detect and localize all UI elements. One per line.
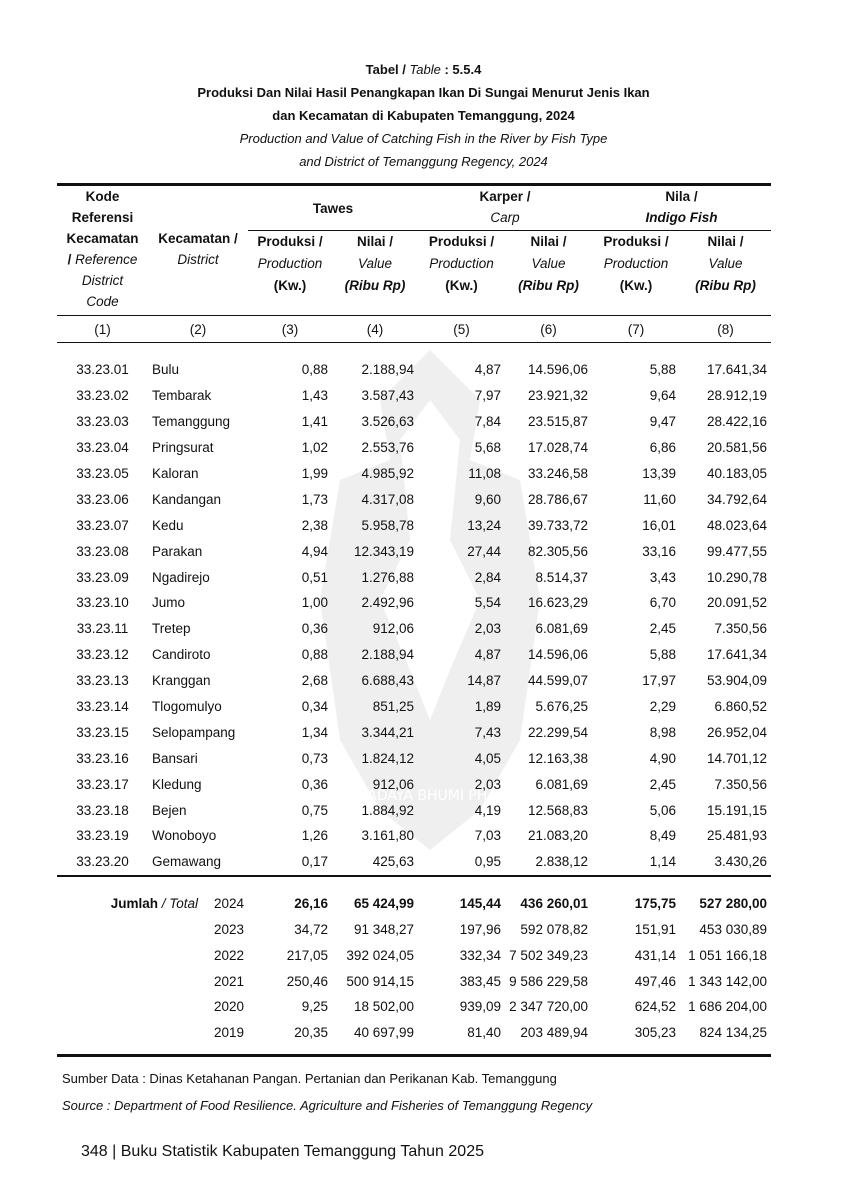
value-cell: 0,51 [301,569,328,585]
total-label-cell [57,968,248,994]
district-code-cell: 33.23.20 [76,854,129,870]
total-value-cell: 40 697,99 [353,1025,414,1041]
header-value: Nilai / Value (Ribu Rp) [695,234,756,293]
header-production: Produksi / Production (Kw.) [257,234,323,293]
value-cell: 12.163,38 [527,750,588,766]
value-cell: 2.188,94 [361,647,414,663]
value-cell: 2,84 [474,569,501,585]
value-cell: 4,05 [474,750,501,766]
value-cell: 2,03 [474,776,501,792]
value-cell: 6.688,43 [361,673,414,689]
district-code-cell: 33.23.02 [76,388,129,404]
total-label-cell [57,917,248,943]
value-cell: 0,75 [301,802,328,818]
value-cell: 851,25 [372,699,414,715]
district-name-cell: Wonoboyo [152,828,217,844]
total-value-cell: 1 343 142,00 [688,973,767,989]
district-name-cell: Gemawang [152,854,222,870]
total-value-cell: 453 030,89 [699,922,767,937]
district-code-cell: 33.23.17 [76,776,129,792]
value-cell: 14.596,06 [527,362,588,378]
table-title [0,58,847,173]
value-cell: 2,45 [649,776,676,792]
total-value-cell: 1 051 166,18 [688,947,767,963]
value-cell: 15.191,15 [706,802,767,818]
district-name-cell: Kranggan [152,673,211,689]
total-value-cell: 431,14 [634,947,676,963]
year-label: 2023 [213,922,244,937]
value-cell: 39.733,72 [527,517,588,533]
total-value-cell: 26,16 [294,896,328,912]
value-cell: 28.786,67 [527,491,588,507]
value-cell: 11,60 [643,491,676,507]
district-code-cell: 33.23.03 [76,414,129,430]
district-name-cell: Selopampang [152,724,236,740]
value-cell: 1,43 [301,388,328,404]
value-cell: 4,90 [649,750,676,766]
district-name-cell: Candiroto [152,647,211,663]
column-number: (3) [248,316,332,343]
column-number: (5) [418,316,505,343]
value-cell: 912,06 [372,776,414,792]
total-value-cell: 527 280,00 [699,896,767,912]
value-cell: 2.492,96 [361,595,414,611]
value-cell: 8,49 [649,828,676,844]
total-value-cell: 250,46 [286,973,328,989]
title-label: Tabel / [365,62,406,77]
total-label-cell [57,891,248,917]
total-value-cell: 824 134,25 [699,1025,767,1041]
value-cell: 8,98 [649,724,676,740]
value-cell: 1.276,88 [361,569,414,585]
value-cell: 3.587,43 [361,388,414,404]
total-value-cell: 81,40 [467,1025,501,1041]
table-row [57,694,771,720]
header-production: Produksi / Production (Kw.) [428,234,495,293]
value-cell: 82.305,56 [527,543,588,559]
value-cell: 6,70 [649,595,676,611]
district-code-cell: 33.23.01 [76,362,129,378]
value-cell: 5,88 [649,647,676,663]
column-number: (4) [332,316,418,343]
value-cell: 28.422,16 [706,414,767,430]
value-cell: 912,06 [372,621,414,637]
table-row [57,486,771,512]
value-cell: 12.343,19 [353,543,414,559]
value-cell: 0,17 [301,854,328,870]
value-cell: 1.884,92 [361,802,414,818]
value-cell: 0,88 [301,362,328,378]
total-value-cell: 9,25 [301,999,328,1015]
title-number: : 5.5.4 [444,62,482,77]
value-cell: 2,03 [474,621,501,637]
total-value-cell: 383,45 [459,973,501,989]
year-label: 2024 [213,896,244,912]
total-value-cell: 151,91 [634,922,676,937]
source-note-id: Sumber Data : Dinas Ketahanan Pangan. Pertanian dan Perikanan Kab. Temanggung [62,1071,557,1086]
total-value-cell: 939,09 [459,999,501,1015]
value-cell: 40.183,05 [706,466,767,481]
total-label-en: / Total [161,896,198,912]
value-cell: 1.824,12 [361,750,414,766]
table-row [57,849,771,876]
district-code-cell: 33.23.11 [76,621,129,637]
value-cell: 14,87 [467,673,501,689]
value-cell: 1,00 [301,595,328,611]
value-cell: 1,89 [474,699,501,715]
header-tawes: Tawes [248,185,418,231]
value-cell: 2,68 [301,673,328,689]
value-cell: 4.317,08 [361,491,414,507]
value-cell: 22.299,54 [527,724,588,740]
header-value: Nilai / Value (Ribu Rp) [518,234,579,293]
total-value-cell: 91 348,27 [353,922,414,937]
source-note-en: Source : Department of Food Resilience. Agriculture and Fisheries of Temanggung Regency [62,1098,593,1113]
table-row [57,461,771,487]
district-code-cell: 33.23.06 [76,491,129,507]
value-cell: 1,26 [301,828,328,844]
value-cell: 2.188,94 [361,362,414,378]
value-cell: 13,24 [467,517,501,533]
value-cell: 17,97 [642,673,676,689]
value-cell: 7,43 [474,724,501,740]
header-production: Produksi / Production (Kw.) [603,234,669,293]
table-row [57,719,771,745]
district-code-cell: 33.23.04 [76,440,129,456]
table-row [57,668,771,694]
value-cell: 6.081,69 [535,621,588,637]
value-cell: 7.350,56 [714,776,767,792]
total-value-cell: 9 586 229,58 [509,973,588,989]
table-row [57,564,771,590]
value-cell: 7,97 [474,388,501,404]
value-cell: 7,03 [474,828,501,844]
value-cell: 17.641,34 [706,362,767,378]
value-cell: 11,08 [468,466,501,481]
header-value: Nilai / Value (Ribu Rp) [344,234,406,293]
column-number: (6) [505,316,592,343]
total-value-cell: 392 024,05 [346,947,414,963]
total-value-cell: 197,96 [459,922,501,937]
value-cell: 99.477,55 [706,543,767,559]
year-label: 2021 [213,973,244,989]
table-row [57,435,771,461]
value-cell: 8.514,37 [535,569,588,585]
value-cell: 23.921,32 [527,388,588,404]
value-cell: 0,88 [301,647,328,663]
district-code-cell: 33.23.16 [76,750,129,766]
column-number: (7) [592,316,680,343]
header-district: Kecamatan / District [148,185,248,316]
value-cell: 5.676,25 [535,699,588,715]
value-cell: 425,63 [372,854,414,870]
value-cell: 5,06 [649,802,676,818]
value-cell: 17.641,34 [706,647,767,663]
value-cell: 2.553,76 [361,440,414,456]
total-label-cell [57,1020,248,1046]
value-cell: 4,19 [474,802,501,818]
district-name-cell: Ngadirejo [152,569,210,585]
watermark-text: SWADAYA BHUMI PHALA [345,788,515,804]
title-label-en: Table [409,62,441,77]
district-code-cell: 33.23.07 [76,517,129,533]
value-cell: 17.028,74 [527,440,588,456]
total-value-cell: 18 502,00 [353,999,414,1015]
district-name-cell: Bansari [152,750,198,766]
district-name-cell: Kandangan [152,491,222,507]
value-cell: 6.860,52 [714,699,767,715]
value-cell: 7,84 [474,414,501,430]
value-cell: 1,14 [649,854,676,870]
column-number: (8) [680,316,771,343]
table-row [57,357,771,383]
year-label: 2020 [213,999,244,1015]
value-cell: 48.023,64 [706,517,767,533]
value-cell: 9,60 [474,491,501,507]
total-value-cell: 624,52 [634,999,676,1015]
total-label: Jumlah [110,896,158,912]
value-cell: 3.161,80 [361,828,414,844]
district-name-cell: Temanggung [152,414,231,430]
total-value-cell: 332,34 [459,947,501,963]
total-value-cell: 500 914,15 [346,973,414,989]
value-cell: 0,95 [474,854,501,870]
value-cell: 33,16 [642,543,676,559]
value-cell: 3.430,26 [714,854,767,870]
district-name-cell: Tretep [152,621,191,637]
title-id-line1: Produksi Dan Nilai Hasil Penangkapan Ikan Di Sungai Menurut Jenis Ikan [197,85,650,100]
value-cell: 21.083,20 [527,828,588,844]
value-cell: 3.526,63 [361,414,414,430]
table-row [57,409,771,435]
district-code-cell: 33.23.14 [76,699,129,715]
value-cell: 27,44 [467,543,501,559]
value-cell: 10.290,78 [706,569,767,585]
district-code-cell: 33.23.05 [76,466,129,481]
title-en-line1: Production and Value of Catching Fish in the River by Fish Type [239,131,608,146]
district-name-cell: Bulu [152,362,180,378]
value-cell: 28.912,19 [706,388,767,404]
district-code-cell: 33.23.13 [76,673,129,689]
table-row [57,538,771,564]
value-cell: 2,45 [649,621,676,637]
total-row [57,917,771,943]
total-value-cell: 7 502 349,23 [509,947,588,963]
total-value-cell: 34,72 [294,922,328,937]
district-name-cell: Kedu [152,517,184,533]
value-cell: 2.838,12 [535,854,588,870]
value-cell: 4,94 [301,543,328,559]
value-cell: 5,54 [474,595,501,611]
value-cell: 9,64 [649,388,676,404]
total-value-cell: 592 078,82 [520,922,588,937]
table-row [57,590,771,616]
district-code-cell: 33.23.15 [76,724,129,740]
table-row [57,616,771,642]
value-cell: 13,39 [642,466,676,481]
value-cell: 25.481,93 [706,828,767,844]
value-cell: 16,01 [642,517,676,533]
value-cell: 20.581,56 [706,440,767,456]
column-number: (1) [57,316,148,343]
district-name-cell: Tembarak [152,388,212,404]
table-row [57,771,771,797]
district-name-cell: Kaloran [152,466,199,481]
value-cell: 0,36 [301,621,328,637]
year-label: 2022 [213,947,244,963]
district-name-cell: Tlogomulyo [152,699,222,715]
table-row [57,745,771,771]
total-row [57,942,771,968]
district-code-cell: 33.23.18 [76,802,129,818]
table-row [57,642,771,668]
table-row [57,512,771,538]
total-value-cell: 497,46 [634,973,676,989]
district-code-cell: 33.23.09 [76,569,129,585]
column-number-row [57,316,771,343]
column-number: (2) [148,316,248,343]
total-label-cell [57,942,248,968]
total-value-cell: 175,75 [634,896,676,912]
value-cell: 1,99 [301,466,328,481]
value-cell: 4.985,92 [361,466,414,481]
total-value-cell: 436 260,01 [520,896,588,912]
district-code-cell: 33.23.10 [76,595,129,611]
total-row [57,968,771,994]
total-row [57,891,771,917]
value-cell: 16.623,29 [527,595,588,611]
total-label-cell [57,994,248,1020]
value-cell: 53.904,09 [706,673,767,689]
value-cell: 0,34 [301,699,328,715]
value-cell: 1,34 [301,724,328,740]
value-cell: 14.701,12 [706,750,767,766]
value-cell: 4,87 [474,362,501,378]
table-row [57,823,771,849]
district-name-cell: Bejen [152,802,187,818]
district-name-cell: Jumo [152,595,186,611]
value-cell: 7.350,56 [714,621,767,637]
value-cell: 34.792,64 [706,491,767,507]
value-cell: 9,47 [649,414,676,430]
total-value-cell: 203 489,94 [520,1025,588,1041]
value-cell: 26.952,04 [706,724,767,740]
value-cell: 5,88 [649,362,676,378]
header-carp: Karper / Carp [418,185,592,231]
value-cell: 44.599,07 [527,673,588,689]
total-value-cell: 2 347 720,00 [509,999,588,1015]
total-value-cell: 1 686 204,00 [688,999,767,1015]
total-row [57,994,771,1020]
year-label: 2019 [213,1025,244,1041]
table-row [57,383,771,409]
district-code-cell: 33.23.12 [76,647,129,663]
district-code-cell: 33.23.19 [76,828,129,844]
district-name-cell: Parakan [152,543,203,559]
value-cell: 4,87 [474,647,501,663]
value-cell: 33.246,58 [527,466,588,481]
value-cell: 3.344,21 [361,724,414,740]
value-cell: 6,86 [649,440,676,456]
total-value-cell: 20,35 [294,1025,328,1041]
value-cell: 14.596,06 [527,647,588,663]
title-id-line2: dan Kecamatan di Kabupaten Temanggung, 2024 [272,108,575,123]
value-cell: 1,02 [301,440,328,456]
fish-catch-table [57,183,771,1057]
value-cell: 6.081,69 [535,776,588,792]
value-cell: 5,68 [474,440,501,456]
table-row [57,797,771,823]
district-name-cell: Pringsurat [152,440,214,456]
total-row [57,1020,771,1046]
district-code-cell: 33.23.08 [76,543,129,559]
value-cell: 0,73 [301,750,328,766]
value-cell: 20.091,52 [706,595,767,611]
total-value-cell: 217,05 [286,947,328,963]
total-value-cell: 305,23 [634,1025,676,1041]
value-cell: 5.958,78 [361,517,414,533]
value-cell: 2,38 [301,517,328,533]
page-footer: 348 | Buku Statistik Kabupaten Temanggung Tahun 2025 [81,1143,484,1160]
value-cell: 23.515,87 [527,414,588,430]
value-cell: 1,41 [301,414,328,430]
district-name-cell: Kledung [152,776,202,792]
title-en-line2: and District of Temanggung Regency, 2024 [299,154,548,169]
total-value-cell: 145,44 [459,896,501,912]
value-cell: 3,43 [649,569,676,585]
value-cell: 0,36 [301,776,328,792]
header-district-code: Kode Referensi Kecamatan / Reference District Code [57,185,148,316]
total-value-cell: 65 424,99 [353,896,414,912]
value-cell: 1,73 [301,491,328,507]
header-indigo-fish: Nila / Indigo Fish [592,185,771,231]
value-cell: 12.568,83 [527,802,588,818]
value-cell: 2,29 [649,699,676,715]
